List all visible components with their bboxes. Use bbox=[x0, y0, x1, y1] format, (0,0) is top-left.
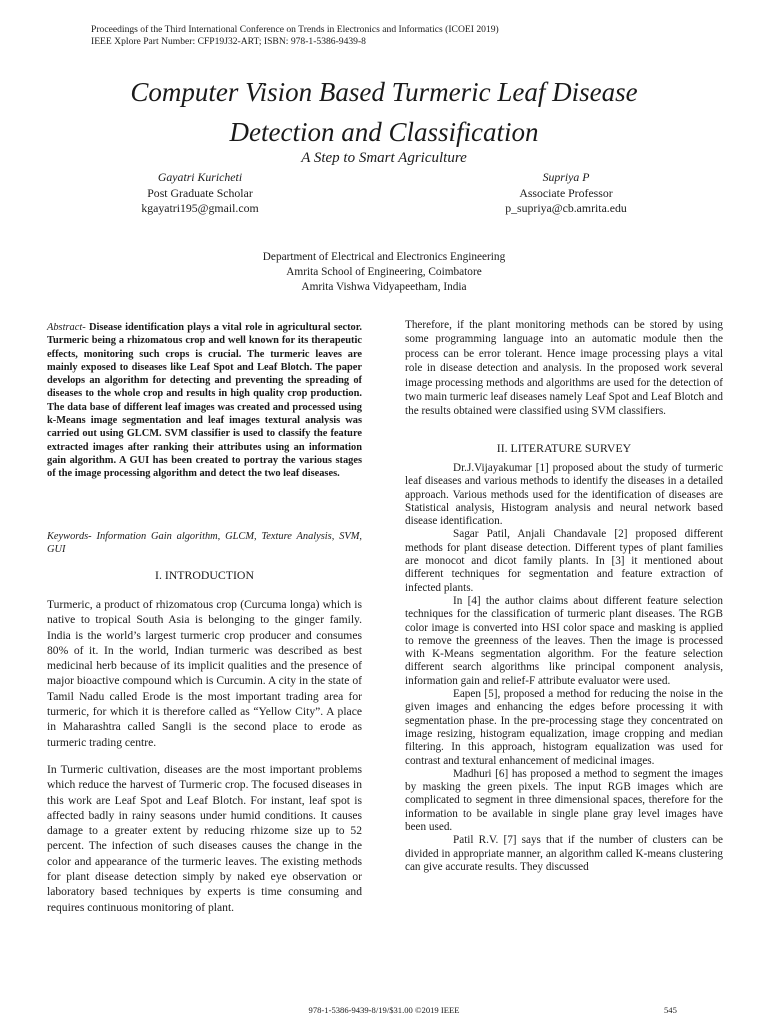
conference-header bbox=[91, 24, 499, 48]
affiliation bbox=[0, 250, 768, 295]
author-2-name: Supriya P bbox=[542, 170, 590, 184]
intro-continued-paragraph: Therefore, if the plant monitoring methods can be stored by using some programming language into an automatic module then the process can be error tolerant. Hence image processing plays a vital role in disease detection and analysis. In the proposed work several image processing methods and algorithms are used for the detection of two main turmeric leaf diseases namely Leaf Spot and Leaf Blotch and the results obtained were classified using SVM classifiers. bbox=[405, 319, 723, 418]
title-line-2: Detection and Classification bbox=[229, 117, 539, 147]
section-heading-introduction: I. INTRODUCTION bbox=[155, 568, 254, 582]
author-1 bbox=[130, 170, 270, 217]
lit-paragraph: Madhuri [6] has proposed a method to segment the images by masking the green pixels. The input RGB images which are complicated to segment in three dimensional spaces, therefore for the information to be available in single plane gray level images have been used. bbox=[405, 767, 723, 834]
header-line-1: Proceedings of the Third International Conference on Trends in Electronics and Informatics (ICOEI 2019) bbox=[91, 24, 499, 35]
author-1-email: kgayatri195@gmail.com bbox=[141, 201, 259, 215]
author-2-email: p_supriya@cb.amrita.edu bbox=[505, 201, 627, 215]
literature-survey-body bbox=[405, 462, 723, 874]
footer-isbn: 978-1-5386-9439-8/19/$31.00 ©2019 IEEE bbox=[308, 1005, 460, 1015]
affiliation-line-1: Department of Electrical and Electronics Engineering bbox=[262, 251, 506, 263]
abstract bbox=[47, 321, 362, 481]
page-number: 545 bbox=[664, 1005, 677, 1015]
paper-title bbox=[0, 72, 768, 152]
lit-paragraph: Sagar Patil, Anjali Chandavale [2] proposed different methods for plant disease detection. Different types of plant families are monocot and dicot family plants. In [3] it mentioned about different techniques for segmentation and feature extraction of infected plants. bbox=[405, 528, 723, 594]
introduction-body bbox=[47, 597, 362, 915]
affiliation-line-2: Amrita School of Engineering, Coimbatore bbox=[286, 266, 482, 278]
lit-paragraph: Eapen [5], proposed a method for reducing the noise in the given images and enhancing the edges before processing it with segmentation phase. In the pre-processing stage they concentrated on image resizing, histogram equalization, image cropping and median filtering. In this approach, histogram equalization was used for contrast and textural enhancement of medicinal images. bbox=[405, 688, 723, 767]
author-2 bbox=[484, 170, 648, 217]
lit-paragraph: In [4] the author claims about different feature selection techniques for the classification of turmeric plant diseases. The RGB color image is converted into HSI color space and masking is applied to remove the greenness of the leaves. Then the image is processed with K-Means segmentation algorithm. For the feature selection different search algorithms like principal component analysis, information gain and relief-F attribute evaluator were used. bbox=[405, 594, 723, 687]
lit-paragraph: Patil R.V. [7] says that if the number of clusters can be divided in appropriate manner, an algorithm called K-means clustering can give accurate results. They discussed bbox=[405, 834, 723, 873]
author-1-role: Post Graduate Scholar bbox=[147, 185, 253, 200]
header-line-2: IEEE Xplore Part Number: CFP19J32-ART; ISBN: 978-1-5386-9439-8 bbox=[91, 36, 366, 47]
affiliation-line-3: Amrita Vishwa Vidyapeetham, India bbox=[301, 281, 467, 293]
paper-subtitle: A Step to Smart Agriculture bbox=[301, 150, 467, 166]
title-line-1: Computer Vision Based Turmeric Leaf Disease bbox=[130, 77, 638, 107]
abstract-label: Abstract- bbox=[47, 322, 86, 333]
intro-paragraph-1: Turmeric, a product of rhizomatous crop (Curcuma longa) which is native to tropical South Asia is belonging to the ginger family. India is the world’s largest turmeric crop producer and consumes 80% of it. In the world, Indian turmeric was described as best medicinal herb because of its implicit qualities and the presence of major bioactive compound which is Curcumin. A city in the state of Tamil Nadu called Erode is the most important trading area for turmeric, for which it is therefore called as “Yellow City”. A place in Maharashtra called Sangli is the second place to erode as turmeric trading centre. bbox=[47, 598, 362, 749]
intro-paragraph-2: In Turmeric cultivation, diseases are the most important problems which reduce the harvest of Turmeric crop. The focused diseases in this work are Leaf Spot and Leaf Blotch. For instant, leaf spot is affected badly in rainy seasons under humid conditions. It causes damage to a greater extent by reducing rhizome size up to 52 percent. The infection of such diseases causes the change in the color and appearance of the turmeric leaves. The existing methods for plant disease detection simply by naked eye observation or laboratory based techniques by experts is time consuming and requires continuous monitoring of plant. bbox=[47, 762, 362, 914]
author-2-role: Associate Professor bbox=[519, 185, 613, 200]
author-1-name: Gayatri Kuricheti bbox=[157, 170, 243, 184]
keywords: Keywords- Information Gain algorithm, GLCM, Texture Analysis, SVM, GUI bbox=[47, 531, 362, 556]
abstract-text: Disease identification plays a vital role in agricultural sector. Turmeric being a rhizomatous crop and well known for its therapeutic effects, monitoring such crops is crucial. The turmeric leaves are mainly exposed to diseases like Leaf Spot and Leaf Blotch. The paper develops an algorithm for detecting and preventing the spreading of diseases to the whole crop and results in high quality crop production. The data base of different leaf images was created and processed using k-Means image segmentation and leaf images textural analysis was carried out using GLCM. SVM classifier is used to classify the feature extracted images after ranking their attributes using an information gain algorithm. A GUI has been created to portray the various stages of the image processing algorithm and detect the two leaf diseases. bbox=[47, 322, 362, 480]
lit-paragraph: Dr.J.Vijayakumar [1] proposed about the study of turmeric leaf diseases and various methods to identify the diseases in a detailed approach. Various methods used for the identification of diseases are Statistical analysis, Histogram analysis and neural network based disease identification. bbox=[405, 462, 723, 528]
section-heading-literature-survey: II. LITERATURE SURVEY bbox=[496, 441, 632, 455]
